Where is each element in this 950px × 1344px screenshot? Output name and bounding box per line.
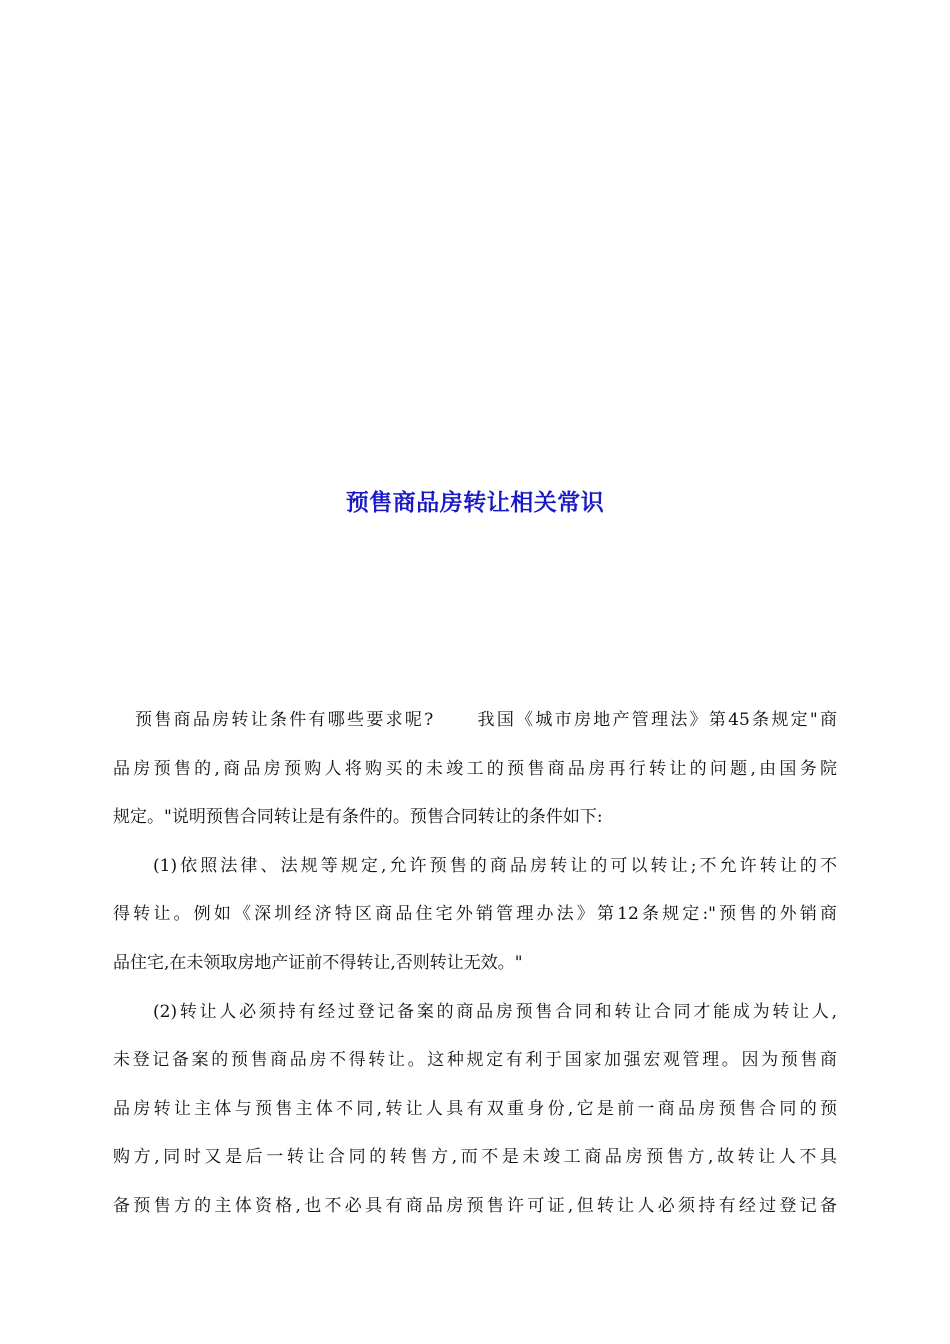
document-title: 预售商品房转让相关常识 [345, 489, 605, 516]
paragraph-line: 品房预售的,商品房预购人将购买的未竣工的预售商品房再行转让的问题,由国务院 [113, 758, 837, 779]
paragraph-line: 购方,同时又是后一转让合同的转售方,而不是未竣工商品房预售方,故转让人不具 [113, 1147, 837, 1168]
question-text: 预售商品房转让条件有哪些要求呢? [135, 710, 434, 730]
paragraph-line: 品住宅,在未领取房地产证前不得转让,否则转让无效。" [113, 952, 523, 973]
paragraph-line: (1)依照法律、法规等规定,允许预售的商品房转让的可以转让;不允许转让的不 [153, 855, 837, 876]
document-body [113, 700, 837, 1235]
law-citation-text: 我国《城市房地产管理法》第45条规定"商 [475, 710, 837, 730]
paragraph-line [113, 700, 837, 749]
paragraph-line: 品房转让主体与预售主体不同,转让人具有双重身份,它是前一商品房预售合同的预 [113, 1098, 837, 1119]
paragraph-line: 得转让。例如《深圳经济特区商品住宅外销管理办法》第12条规定:"预售的外销商 [113, 904, 837, 925]
paragraph-line: 备预售方的主体资格,也不必具有商品房预售许可证,但转让人必须持有经过登记备 [113, 1195, 837, 1216]
paragraph-line: 未登记备案的预售商品房不得转让。这种规定有利于国家加强宏观管理。因为预售商 [113, 1050, 837, 1071]
paragraph-line: 规定。"说明预售合同转让是有条件的。预售合同转让的条件如下: [113, 807, 603, 828]
paragraph-line: (2)转让人必须持有经过登记备案的商品房预售合同和转让合同才能成为转让人, [153, 1001, 837, 1022]
